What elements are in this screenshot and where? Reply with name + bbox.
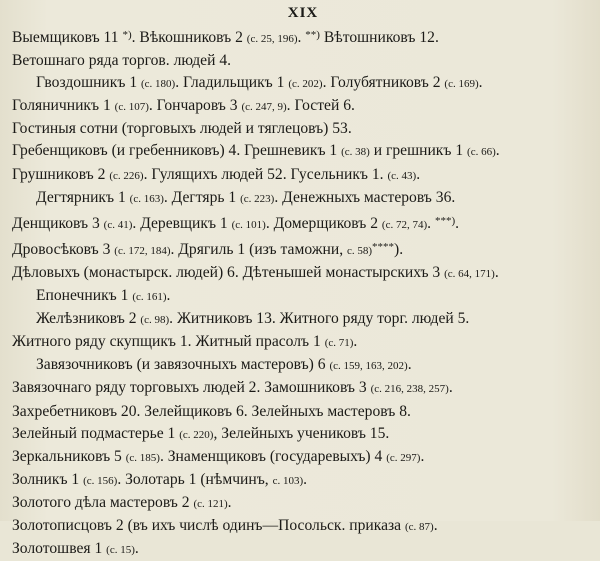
text-run: Ветошнаго ряда торгов. людей 4. [12, 52, 232, 70]
footnote-marker: ***) [434, 214, 456, 227]
page-reference: (с. 163) [129, 192, 164, 205]
text-line [12, 210, 594, 236]
page-number: XIX [287, 5, 319, 21]
text-line [12, 308, 594, 331]
page-reference: (с. 121) [193, 497, 228, 510]
text-run: . Житниковъ 13. Житного ряду торг. людей 5. [169, 310, 470, 328]
text-run: . [420, 447, 425, 465]
text-line [12, 538, 594, 561]
text-run: Голяничникъ 1 [12, 97, 115, 115]
page-reference: (с. 161) [132, 291, 167, 304]
text-run: . Денежныхъ мастеровъ 36. [274, 188, 456, 206]
text-run: . [433, 516, 438, 534]
text-run: Золотописцовъ 2 (въ ихъ числѣ одинъ—Посольск. приказа [12, 516, 405, 534]
text-line [12, 72, 594, 95]
text-run: . Знаменщиковъ (государевыхъ) 4 [159, 447, 387, 465]
text-run: Завязочнаго ряду торговыхъ людей 2. Замошниковъ 3 [12, 379, 371, 397]
text-line [12, 401, 594, 423]
text-line [12, 354, 594, 377]
text-line [12, 50, 594, 72]
text-run: Епонечникъ 1 [36, 287, 133, 305]
text-run: . [134, 540, 139, 558]
text-run: . Вѣкошниковъ 2 [131, 29, 247, 46]
page-reference: (с. 101) [231, 218, 266, 231]
page-reference: (с. 216, 238, 257) [370, 383, 449, 396]
text-run: Денщиковъ 3 [12, 214, 104, 232]
text-run: . [407, 356, 412, 374]
text-run: . [494, 263, 499, 281]
footnote-marker: *) [122, 29, 132, 41]
text-run: . Гулящихъ людей 52. Гусельникъ 1. [143, 165, 388, 183]
page-reference: (с. 159, 163, 202) [329, 360, 408, 373]
text-line [12, 285, 594, 308]
text-line [12, 423, 594, 446]
page-reference: (с. 107) [114, 101, 149, 114]
text-line [12, 446, 594, 469]
text-run: Зелейный подмастерье 1 [12, 424, 180, 442]
page-reference: (с. 87) [404, 520, 434, 533]
text-run: . [455, 214, 460, 232]
text-line [12, 331, 594, 354]
text-run: . [427, 214, 435, 232]
page-reference: (с. 15) [106, 544, 135, 557]
text-run: Золотого дѣла мастеровъ 2 [12, 493, 194, 511]
page-reference: (с. 64, 171) [444, 267, 495, 280]
page-reference: (с. 169) [444, 78, 479, 91]
text-line [12, 515, 594, 538]
page-reference: (с. 247, 9) [241, 101, 287, 114]
text-run: Гостиныя сотни (торговыхъ людей и тяглецовъ) 53. [12, 120, 352, 138]
text-run: Дегтярникъ 1 [36, 188, 130, 206]
text-run: . [478, 74, 483, 92]
page-reference: (с. 43) [387, 169, 417, 182]
page-reference: с. 58) [347, 244, 373, 257]
text-run: , Зелейныхъ учениковъ 15. [213, 424, 390, 442]
text-run: Дровосѣковъ 3 [12, 240, 115, 258]
text-run: Грушниковъ 2 [12, 165, 110, 183]
text-line [12, 492, 594, 515]
text-line [12, 469, 594, 492]
text-line [12, 24, 594, 50]
page-reference: (с. 98) [140, 314, 170, 327]
text-run: . Гончаровъ 3 [148, 97, 242, 115]
text-run: . [227, 493, 232, 511]
page-reference: (с. 297) [386, 451, 421, 464]
text-body [12, 24, 594, 561]
text-run: . Золотарь 1 (нѣмчинъ, [117, 470, 273, 488]
text-run: Гребенщиковъ (и гребенниковъ) 4. Грешневикъ 1 [12, 142, 342, 160]
text-run: . Деревщикъ 1 [132, 214, 232, 232]
page-reference: (с. 185) [125, 451, 160, 464]
text-line [12, 95, 594, 118]
text-run: . Гладильщикъ 1 [175, 74, 289, 92]
text-run: . Дегтярь 1 [163, 188, 241, 206]
text-run: . Дрягиль 1 (изъ таможни, [170, 240, 347, 258]
text-line [12, 262, 594, 285]
footnote-marker: **) [305, 29, 320, 41]
text-run: Зеркальниковъ 5 [12, 447, 126, 465]
page-reference: (с. 223) [240, 192, 275, 205]
text-run: Золникъ 1 [12, 470, 84, 488]
text-run: . [495, 142, 500, 160]
text-run: . Гостей 6. [286, 97, 355, 115]
page-reference: (с. 202) [288, 78, 323, 91]
text-run: Завязочниковъ (и завязочныхъ мастеровъ) 6 [36, 356, 330, 374]
text-run: Желѣзниковъ 2 [36, 310, 141, 328]
text-run: Выемщиковъ 11 [12, 29, 123, 46]
page-reference: (с. 180) [141, 78, 176, 91]
page-reference: с. 103) [272, 474, 304, 487]
text-run: и грешникъ 1 [369, 142, 468, 160]
page-reference: (с. 220) [179, 428, 214, 441]
page-reference: (с. 41) [103, 218, 133, 231]
text-line [12, 118, 594, 140]
text-line [12, 377, 594, 400]
text-run: Гвоздошникъ 1 [36, 74, 142, 92]
text-run: . [166, 287, 171, 305]
text-line [12, 236, 594, 262]
text-run: ). [394, 240, 404, 258]
text-line [12, 187, 594, 210]
text-run: . [297, 29, 306, 46]
text-run: . Голубятниковъ 2 [322, 74, 445, 92]
text-run: Вѣтошниковъ 12. [319, 29, 439, 46]
text-run: Житного ряду скупщикъ 1. Житный прасолъ 1 [12, 333, 325, 351]
text-run: . [303, 470, 308, 488]
page-reference: (с. 156) [83, 474, 118, 487]
text-line [12, 140, 594, 163]
text-run: Захребетниковъ 20. Зелейщиковъ 6. Зелейныхъ мастеровъ 8. [12, 402, 411, 420]
text-run: Золотошвея 1 [12, 540, 107, 558]
text-run: . Домерщиковъ 2 [265, 214, 382, 232]
page-reference: (с. 226) [109, 169, 144, 182]
footnote-marker: **** [372, 240, 395, 253]
page-reference: (с. 72, 74) [381, 218, 428, 231]
text-run: . [353, 333, 358, 351]
page-reference: (с. 71) [324, 337, 354, 350]
text-run: . [448, 379, 453, 397]
text-line [12, 164, 594, 187]
page-reference: (с. 25, 196) [246, 33, 298, 45]
text-run: Дѣловыхъ (монастырск. людей) 6. Дѣтенышей монастырскихъ 3 [12, 263, 445, 281]
text-run: . [416, 165, 421, 183]
page-reference: (с. 38) [341, 146, 370, 159]
page-reference: (с. 172, 184) [114, 244, 171, 257]
page-reference: (с. 66) [467, 146, 496, 159]
